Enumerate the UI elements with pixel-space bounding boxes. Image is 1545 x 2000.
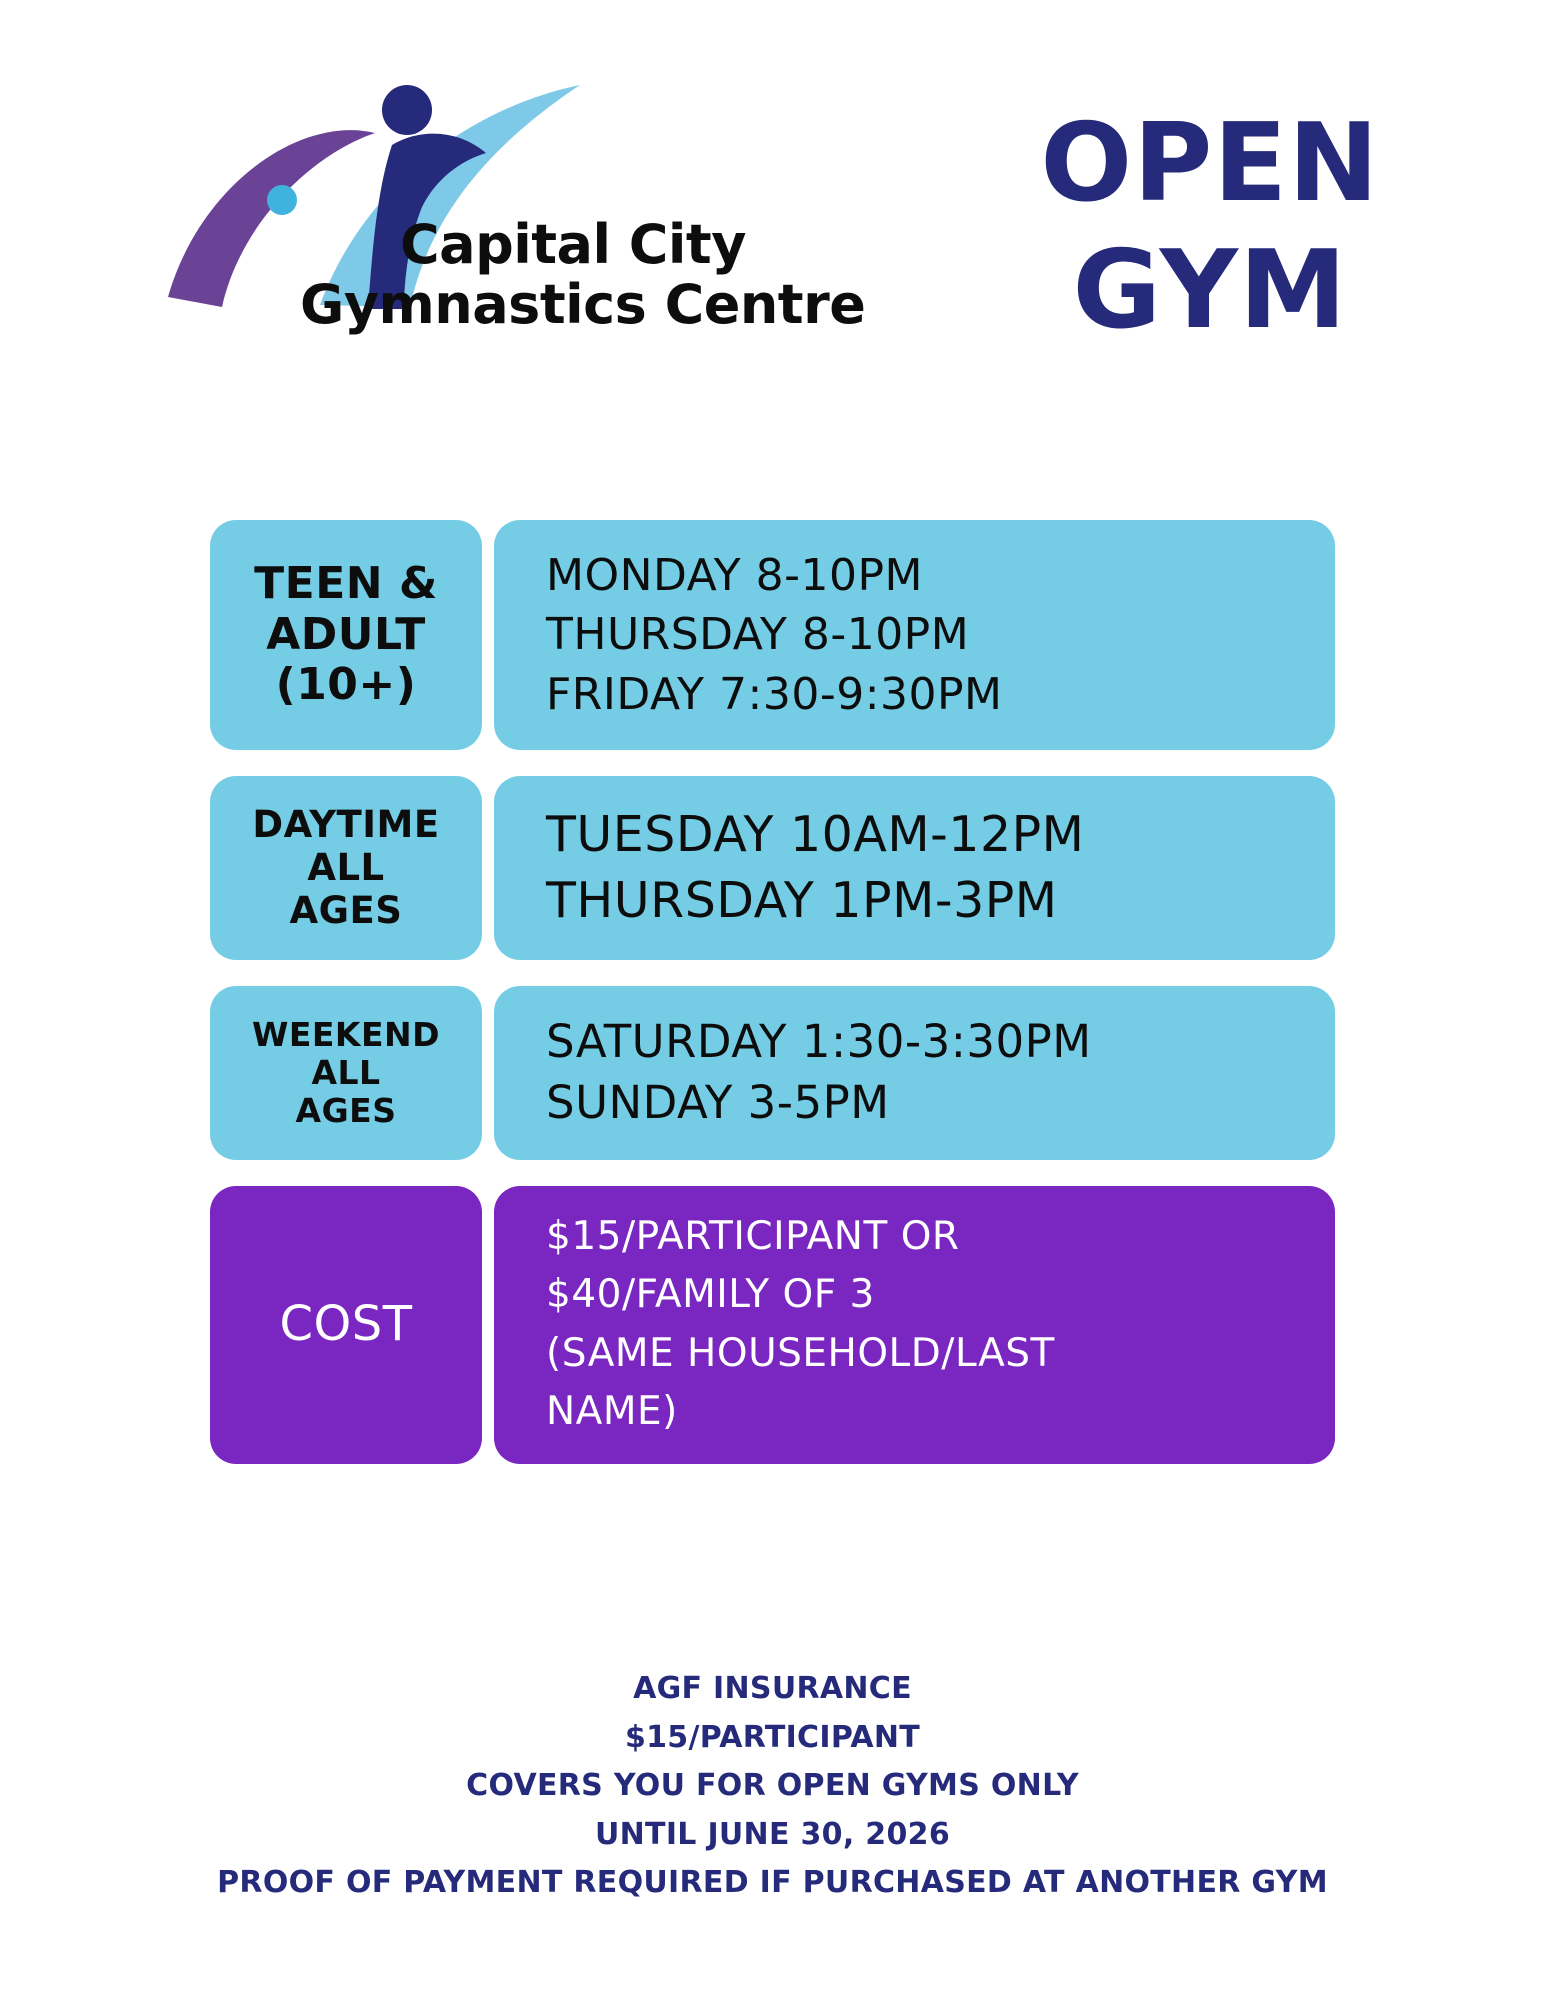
table-row: [0, 1186, 1545, 1464]
footer-line: COVERS YOU FOR OPEN GYMS ONLY: [466, 1768, 1079, 1804]
row-time-line: THURSDAY 8-10PM: [546, 609, 970, 661]
row-label-line: WEEKEND: [251, 1015, 441, 1055]
page-title-line1: OPEN: [1040, 101, 1380, 226]
row-time-line: SUNDAY 3-5PM: [546, 1076, 890, 1130]
row-time-line: SATURDAY 1:30-3:30PM: [546, 1015, 1092, 1069]
footer-notes: [0, 1665, 1545, 1908]
row-time-line: TUESDAY 10AM-12PM: [546, 806, 1085, 864]
row-time-line: MONDAY 8-10PM: [546, 550, 924, 601]
row-label-weekend-all-ages: [210, 986, 482, 1160]
row-times-cost: [494, 1186, 1335, 1464]
footer-line: UNTIL JUNE 30, 2026: [594, 1816, 950, 1852]
row-label-line: ADULT: [266, 608, 426, 660]
row-label-cost: [210, 1186, 482, 1464]
row-label-daytime-all-ages: [210, 776, 482, 960]
row-label-line: AGES: [295, 1091, 397, 1131]
row-label-line: ALL: [311, 1053, 381, 1093]
table-row: [0, 776, 1545, 960]
schedule-table: [0, 520, 1545, 1490]
row-time-line: NAME): [546, 1389, 678, 1435]
page-title: [930, 100, 1490, 355]
row-times-teen-adult: [494, 520, 1335, 750]
row-time-line: (SAME HOUSEHOLD/LAST: [546, 1330, 1055, 1376]
logo-wordmark: [300, 213, 920, 337]
row-time-line: $15/PARTICIPANT OR: [546, 1213, 960, 1259]
row-times-daytime-all-ages: [494, 776, 1335, 960]
row-label-teen-adult: [210, 520, 482, 750]
row-time-line: FRIDAY 7:30-9:30PM: [546, 668, 1003, 720]
table-row: [0, 520, 1545, 750]
row-label-line: COST: [279, 1296, 413, 1353]
logo-name-line1: Capital City: [400, 213, 746, 276]
logo-name-line2: Gymnastics Centre: [300, 273, 866, 337]
row-label-line: (10+): [275, 659, 417, 711]
footer-line: PROOF OF PAYMENT REQUIRED IF PURCHASED AT ANOTHER GYM: [217, 1865, 1328, 1901]
logo-block: [160, 75, 920, 375]
row-label-line: ALL: [307, 846, 385, 890]
table-row: [0, 986, 1545, 1160]
row-time-line: $40/FAMILY OF 3: [546, 1272, 875, 1318]
row-label-line: AGES: [289, 888, 403, 932]
footer-line: AGF INSURANCE: [633, 1671, 912, 1706]
poster-header: [0, 0, 1545, 390]
footer-line: $15/PARTICIPANT: [624, 1719, 921, 1755]
row-label-line: DAYTIME: [252, 803, 440, 847]
page-title-line2: GYM: [1072, 228, 1348, 354]
row-time-line: THURSDAY 1PM-3PM: [546, 872, 1058, 930]
row-times-weekend-all-ages: [494, 986, 1335, 1160]
row-label-line: TEEN &: [254, 558, 438, 610]
